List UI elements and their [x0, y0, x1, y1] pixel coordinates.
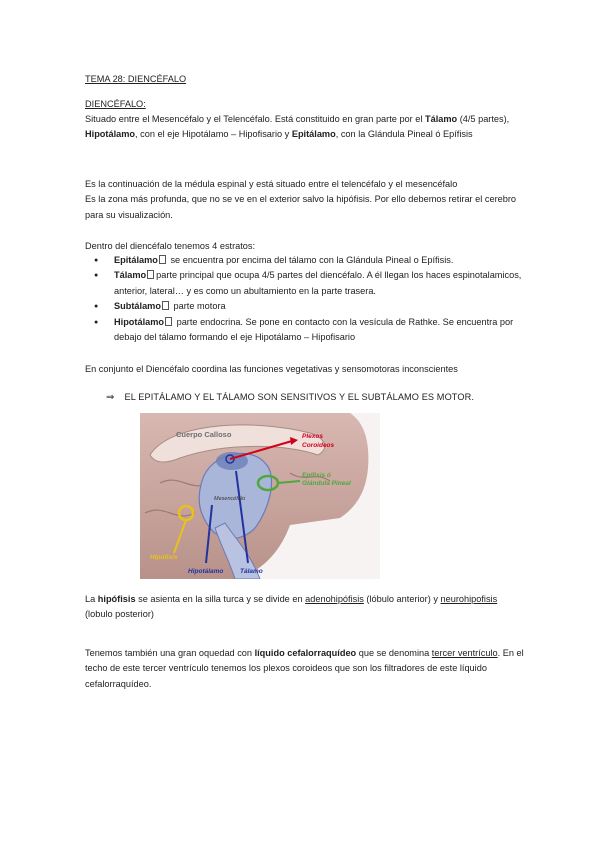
underlined-term: adenohipófisis	[305, 594, 364, 604]
bold-term: Subtálamo	[114, 301, 161, 312]
bold-term: Epitálamo	[291, 129, 336, 140]
label-hipofisis: Hipófisis	[150, 554, 178, 561]
text-line: Es la zona más profunda, que no se ve en el exterior salvo la hipófisis. Por ello debemos retirar el cerebro para su visualización.	[85, 194, 517, 220]
bold-term: Hipotálamo	[114, 316, 165, 327]
conclusion-line	[106, 390, 474, 405]
text-run: que se denomina	[356, 648, 432, 658]
list-item	[85, 253, 525, 268]
item-description: parte principal que ocupa 4/5 partes del diencéfalo. A él llegan los haces espinotalamicos, anterior, lateral… y es como un abultamiento en la parte trasera.	[114, 270, 522, 296]
text-run: Situado entre el Mesencéfalo y el Telencéfalo. Está constituido en gran parte por el	[85, 114, 425, 124]
text-line: Es la continuación de la médula espinal y está situado entre el telencéfalo y el mesencéfalo	[85, 179, 458, 189]
conclusion-text: EL EPITÁLAMO Y EL TÁLAMO SON SENSITIVOS Y EL SUBTÁLAMO ES MOTOR.	[124, 392, 474, 402]
list-item	[85, 315, 525, 346]
text-run: (lóbulo anterior) y	[363, 594, 441, 604]
item-description: se encuentra por encima del tálamo con la Glándula Pineal o Epífisis.	[167, 255, 454, 265]
label-coroideos: Coroideos	[302, 442, 335, 449]
strata-list	[85, 253, 525, 345]
text-run: , con el eje Hipotálamo – Hipofisario y	[135, 129, 292, 140]
label-hipotalamo: Hipotálamo	[188, 568, 224, 575]
text-run: La	[85, 594, 98, 604]
item-description: parte motora	[170, 301, 226, 312]
bullet-icon: ●	[94, 303, 99, 311]
paragraph-intro	[85, 112, 525, 143]
bullet-icon: ●	[94, 257, 99, 264]
text-run: Tenemos también una gran oquedad con	[85, 648, 255, 658]
missing-glyph-icon	[159, 255, 166, 264]
list-item	[85, 299, 525, 314]
page-title: TEMA 28: DIENCÉFALO	[85, 74, 187, 84]
bold-term: Hipotálamo	[85, 129, 136, 140]
label-glandula-pineal: Glándula Pineal	[302, 480, 351, 487]
list-item	[85, 268, 525, 299]
text-run: (lobulo posterior)	[85, 609, 154, 620]
text-run: se asienta en la silla turca y se divide en	[135, 594, 306, 604]
bold-term: hipófisis	[97, 594, 136, 604]
bold-term: Tálamo	[114, 270, 147, 281]
text-run: . En el techo de este tercer ventrículo tenemos los plexos coroideos que son los filtradores de este líquido cefalorraquídeo.	[85, 648, 524, 689]
bold-term: Epitálamo	[114, 255, 158, 265]
missing-glyph-icon	[162, 301, 169, 310]
missing-glyph-icon	[147, 270, 154, 279]
underlined-term: neurohipofisis	[440, 594, 498, 604]
label-epifisis: Epífisis ó	[302, 472, 331, 479]
label-talamo: Tálamo	[240, 568, 263, 575]
implies-arrow-icon: ⇒	[106, 392, 115, 403]
label-corpus-callosum: Cuerpo Calloso	[176, 430, 232, 439]
paragraph-ventricle	[85, 646, 525, 692]
paragraph-hypophysis	[85, 592, 525, 623]
paragraph-location	[85, 177, 525, 223]
text-run: (4/5 partes),	[457, 114, 510, 124]
label-plexos: Plexos	[302, 433, 323, 440]
underlined-term: tercer ventrículo	[431, 648, 498, 658]
paragraph-summary: En conjunto el Diencéfalo coordina las funciones vegetativas y sensomotoras inconscientes	[85, 364, 458, 374]
bold-term: Tálamo	[424, 114, 458, 124]
bold-term: líquido cefalorraquídeo	[254, 648, 357, 658]
bullet-icon: ●	[94, 272, 99, 280]
brain-illustration	[140, 413, 380, 579]
label-mesencefalo: Mesencéfalo	[214, 496, 246, 502]
section-heading: DIENCÉFALO:	[85, 99, 146, 109]
bullet-icon: ●	[94, 318, 99, 326]
text-run: , con la Glándula Pineal ó Epífisis	[335, 129, 473, 140]
missing-glyph-icon	[165, 317, 172, 326]
item-description: parte endocrina. Se pone en contacto con la vesícula de Rathke. Se encuentra por debajo del tálamo formando el eje Hipotálamo – Hipofisario	[114, 316, 514, 343]
paragraph-strata-intro: Dentro del diencéfalo tenemos 4 estratos:	[85, 241, 256, 251]
diencephalon-figure	[140, 413, 380, 579]
